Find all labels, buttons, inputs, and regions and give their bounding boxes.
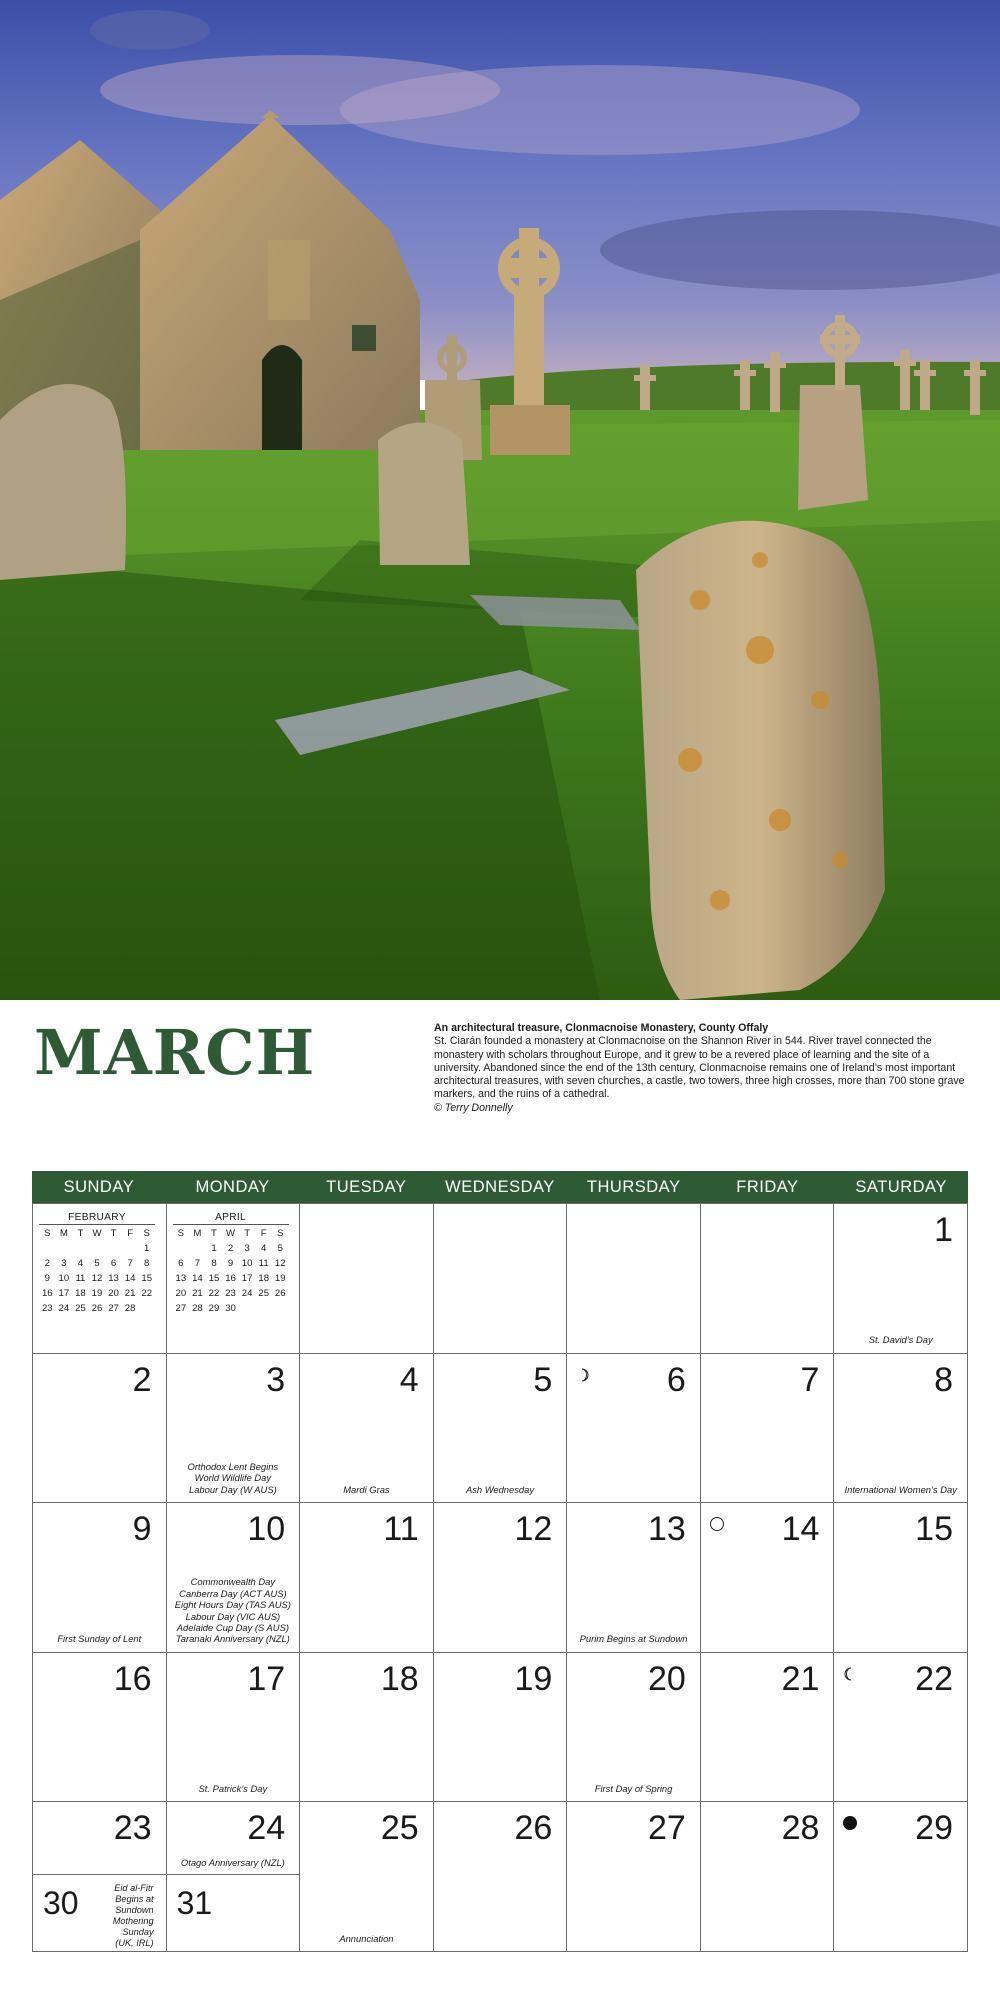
- empty-day-cell: [567, 1204, 701, 1354]
- day-cell-17: [167, 1653, 301, 1803]
- mini-day-number: 27: [175, 1303, 187, 1314]
- weekday-friday: FRIDAY: [736, 1178, 799, 1196]
- mini-day-number: 25: [75, 1303, 86, 1314]
- mini-day-number: 18: [75, 1288, 86, 1299]
- mini-day-number: [89, 1243, 106, 1255]
- day-event: First Sunday of Lent: [57, 1633, 142, 1645]
- mini-day-number: 1: [211, 1243, 217, 1254]
- weekday-wednesday: WEDNESDAY: [445, 1178, 555, 1196]
- day-cell-11: [300, 1503, 434, 1653]
- day-event: First Day of Spring: [594, 1782, 673, 1794]
- day-number: 27: [648, 1809, 686, 1848]
- day-number: 28: [781, 1809, 820, 1848]
- day-cell-29: [834, 1802, 968, 1952]
- mini-day-number: 17: [58, 1288, 70, 1299]
- day-cell-14: [701, 1503, 835, 1653]
- day-cell-9: [33, 1503, 167, 1653]
- full-moon-icon: [709, 1516, 725, 1532]
- mini-day-number: 13: [175, 1273, 187, 1284]
- month-calendar: [32, 1171, 968, 1952]
- mini-day-number: 10: [241, 1258, 253, 1269]
- mini-calendar-title: FEBRUARY: [39, 1212, 155, 1225]
- day-event: St. Patrick’s Day: [198, 1782, 268, 1794]
- mini-day-number: 21: [192, 1288, 203, 1299]
- day-cell-23: [33, 1802, 166, 1875]
- day-cell-18: [300, 1653, 434, 1803]
- day-event: Ash Wednesday: [465, 1483, 535, 1495]
- mini-calendar-grid: [39, 1228, 155, 1315]
- day-event: St. David’s Day: [868, 1334, 933, 1346]
- mini-day-number: 16: [41, 1288, 53, 1299]
- mini-day-number: [272, 1303, 289, 1315]
- day-number: 22: [915, 1659, 953, 1698]
- mini-day-number: 22: [141, 1288, 153, 1299]
- day-number: 29: [915, 1809, 953, 1848]
- day-number: 4: [399, 1360, 419, 1399]
- day-number: 21: [781, 1659, 820, 1698]
- mini-day-number: 3: [244, 1243, 250, 1254]
- mini-day-number: 7: [127, 1258, 133, 1269]
- weekday-header: [32, 1171, 968, 1203]
- day-event: International Women’s Day: [844, 1483, 957, 1495]
- day-cell-10: [167, 1503, 301, 1653]
- mini-day-number: 19: [91, 1288, 103, 1299]
- mini-weekday-label: S: [143, 1228, 150, 1239]
- mini-calendar-february: [39, 1212, 155, 1315]
- mini-day-number: 30: [225, 1303, 236, 1314]
- day-cell-7: [701, 1354, 835, 1504]
- mini-day-number: 24: [241, 1288, 253, 1299]
- mini-day-number: 23: [41, 1303, 53, 1314]
- day-number: 25: [380, 1809, 419, 1848]
- day-number: 6: [666, 1360, 686, 1399]
- day-event: Orthodox Lent Begins World Wildlife Day Labour Day (W AUS): [187, 1460, 279, 1495]
- mini-calendar-cell-february: [33, 1204, 167, 1354]
- mini-day-number: 23: [225, 1288, 236, 1299]
- day-number: 13: [648, 1510, 686, 1549]
- day-number: 17: [247, 1659, 286, 1698]
- mini-day-number: 13: [108, 1273, 119, 1284]
- mini-day-number: 18: [258, 1273, 270, 1284]
- weekday-tuesday: TUESDAY: [326, 1178, 407, 1196]
- day-cell-1: [834, 1204, 968, 1354]
- empty-day-cell: [701, 1204, 835, 1354]
- mini-day-number: 4: [261, 1243, 267, 1254]
- day-number: 3: [266, 1360, 286, 1399]
- mini-day-number: 2: [44, 1258, 50, 1269]
- day-cell-28: [701, 1802, 835, 1952]
- mini-day-number: 15: [208, 1273, 220, 1284]
- day-cell-30: [33, 1875, 166, 1951]
- day-number: 16: [113, 1659, 152, 1698]
- day-event: Commonwealth Day Canberra Day (ACT AUS) Eight Hours Day (TAS AUS) Labour Day (VIC AUS) Adelaide Cup Day (S AUS) Taranaki Anniversary (NZL): [174, 1576, 291, 1645]
- mini-day-number: 2: [227, 1243, 234, 1254]
- mini-weekday-label: W: [92, 1228, 102, 1239]
- day-cell-3: [167, 1354, 301, 1504]
- mini-weekday-label: M: [59, 1228, 68, 1239]
- day-cell-16: [33, 1653, 167, 1803]
- mini-weekday-label: M: [193, 1228, 202, 1239]
- mini-weekday-label: F: [127, 1228, 134, 1239]
- mini-weekday-label: S: [277, 1228, 284, 1239]
- mini-day-number: 26: [274, 1288, 286, 1299]
- mini-day-number: 24: [58, 1303, 70, 1314]
- mini-day-number: 4: [77, 1258, 84, 1269]
- split-cell-23-30: [33, 1802, 167, 1952]
- day-cell-22: [834, 1653, 968, 1803]
- weekday-sunday: SUNDAY: [63, 1178, 135, 1196]
- day-cell-21: [701, 1653, 835, 1803]
- day-event: Mardi Gras: [343, 1483, 390, 1495]
- day-number: 20: [648, 1659, 686, 1698]
- mini-day-number: 6: [178, 1258, 184, 1269]
- day-number: 9: [132, 1510, 152, 1549]
- caption-title: An architectural treasure, Clonmacnoise Monastery, County Offaly: [434, 1022, 769, 1034]
- mini-day-number: 28: [124, 1303, 136, 1314]
- caption-body: St. Ciarán founded a monastery at Clonmacnoise on the Shannon River in 544. River travel connected the monastery with scholars throughout Europe, and it grew to be a revered place of learning and the site of a university. Abandoned since the end of the 13th century, Clonmacnoise remains one of Ireland’s most important architectural treasures, with seven churches, a castle, two towers, three high crosses, more than 700 stone grave markers, and the ruins of a cathedral.: [434, 1035, 965, 1101]
- first-quarter-moon-icon: [575, 1367, 591, 1383]
- day-number: 15: [915, 1510, 953, 1549]
- day-number: 31: [176, 1885, 213, 1922]
- day-cell-27: [567, 1802, 701, 1952]
- mini-day-number: 9: [44, 1273, 50, 1284]
- day-number: 1: [934, 1211, 953, 1249]
- day-number: 18: [380, 1659, 419, 1698]
- mini-day-number: 20: [175, 1288, 187, 1299]
- mini-day-number: [255, 1303, 272, 1315]
- mini-day-number: 11: [258, 1258, 269, 1269]
- weekday-thursday: THURSDAY: [586, 1178, 681, 1196]
- mini-calendar-cell-april: [167, 1204, 301, 1354]
- mini-day-number: 12: [91, 1273, 103, 1284]
- mini-day-number: 10: [58, 1273, 70, 1284]
- mini-day-number: [239, 1303, 256, 1315]
- mini-day-number: 8: [211, 1258, 217, 1269]
- mini-day-number: [122, 1243, 139, 1255]
- mini-weekday-label: F: [260, 1228, 267, 1239]
- mini-weekday-label: T: [244, 1228, 251, 1239]
- last-quarter-moon-icon: [842, 1666, 858, 1682]
- mini-day-number: [72, 1243, 89, 1255]
- day-cell-5: [434, 1354, 568, 1504]
- mini-calendar-april: [173, 1212, 289, 1315]
- mini-weekday-label: S: [177, 1228, 185, 1239]
- split-cell-24-31: [167, 1802, 301, 1952]
- mini-day-number: 5: [94, 1258, 100, 1269]
- day-cell-20: [567, 1653, 701, 1803]
- day-cell-26: [434, 1802, 568, 1952]
- weekday-monday: MONDAY: [195, 1178, 270, 1196]
- caption-credit: © Terry Donnelly: [434, 1101, 513, 1114]
- day-cell-2: [33, 1354, 167, 1504]
- day-number: 26: [514, 1809, 553, 1848]
- day-cell-31: [167, 1875, 300, 1951]
- day-event: Annunciation: [339, 1932, 394, 1944]
- photo-caption: [434, 1022, 974, 1115]
- day-number: 8: [934, 1360, 953, 1399]
- day-cell-24: [167, 1802, 300, 1875]
- mini-day-number: 27: [108, 1303, 119, 1314]
- day-cell-19: [434, 1653, 568, 1803]
- day-cell-13: [567, 1503, 701, 1653]
- mini-day-number: [39, 1243, 56, 1255]
- day-cell-6: [567, 1354, 701, 1504]
- mini-day-number: 17: [241, 1273, 253, 1284]
- mini-weekday-label: S: [44, 1228, 51, 1239]
- mini-day-number: 25: [258, 1288, 270, 1299]
- mini-day-number: 3: [61, 1258, 67, 1269]
- day-number: 14: [781, 1510, 820, 1549]
- mini-weekday-label: T: [110, 1228, 117, 1239]
- day-number: 23: [113, 1809, 152, 1848]
- mini-day-number: 15: [141, 1273, 153, 1284]
- mini-day-number: 29: [208, 1303, 220, 1314]
- mini-day-number: 14: [192, 1273, 203, 1284]
- mini-day-number: 8: [144, 1258, 150, 1269]
- day-number: 7: [800, 1360, 820, 1399]
- mini-day-number: [105, 1243, 122, 1255]
- mini-day-number: 16: [225, 1273, 236, 1284]
- mini-day-number: 11: [75, 1273, 86, 1284]
- mini-day-number: 14: [124, 1273, 136, 1284]
- mini-calendar-title: APRIL: [173, 1212, 289, 1225]
- day-number: 2: [132, 1360, 152, 1399]
- day-number: 24: [247, 1809, 286, 1848]
- mini-day-number: 28: [192, 1303, 203, 1314]
- mini-day-number: 19: [274, 1273, 286, 1284]
- mini-day-number: 7: [194, 1258, 201, 1269]
- day-number: 5: [533, 1360, 553, 1399]
- mini-day-number: 5: [277, 1243, 283, 1254]
- mini-day-number: [56, 1243, 73, 1255]
- day-number: 30: [43, 1885, 79, 1922]
- day-cell-12: [434, 1503, 568, 1653]
- new-moon-icon: [842, 1815, 858, 1831]
- mini-day-number: 6: [110, 1258, 117, 1269]
- calendar-grid: [32, 1203, 968, 1952]
- mini-weekday-label: W: [226, 1228, 236, 1239]
- mini-day-number: [189, 1243, 206, 1255]
- day-cell-8: [834, 1354, 968, 1504]
- mini-calendar-grid: [173, 1228, 289, 1315]
- month-title: MARCH: [34, 1016, 316, 1089]
- empty-day-cell: [434, 1204, 568, 1354]
- mini-day-number: 9: [227, 1258, 234, 1269]
- mini-day-number: [138, 1303, 155, 1315]
- mini-day-number: 20: [108, 1288, 119, 1299]
- day-event: Otago Anniversary (NZL): [180, 1856, 285, 1868]
- day-event: Purim Begins at Sundown: [579, 1633, 688, 1645]
- day-number: 12: [514, 1510, 553, 1549]
- weekday-saturday: SATURDAY: [855, 1178, 947, 1196]
- mini-day-number: 22: [208, 1288, 220, 1299]
- day-event: Eid al-Fitr Begins at Sundown Mothering Sunday (UK, IRL): [112, 1883, 154, 1949]
- mini-day-number: 26: [91, 1303, 103, 1314]
- mini-day-number: 1: [144, 1243, 150, 1254]
- mini-weekday-label: T: [211, 1228, 217, 1239]
- day-number: 11: [383, 1510, 419, 1549]
- day-number: 10: [247, 1510, 286, 1549]
- day-cell-4: [300, 1354, 434, 1504]
- day-cell-15: [834, 1503, 968, 1653]
- empty-day-cell: [300, 1204, 434, 1354]
- day-cell-25: [300, 1802, 434, 1952]
- mini-weekday-label: T: [77, 1228, 84, 1239]
- day-number: 19: [514, 1659, 553, 1698]
- mini-day-number: 12: [274, 1258, 286, 1269]
- mini-day-number: [173, 1243, 190, 1255]
- mini-day-number: 21: [124, 1288, 136, 1299]
